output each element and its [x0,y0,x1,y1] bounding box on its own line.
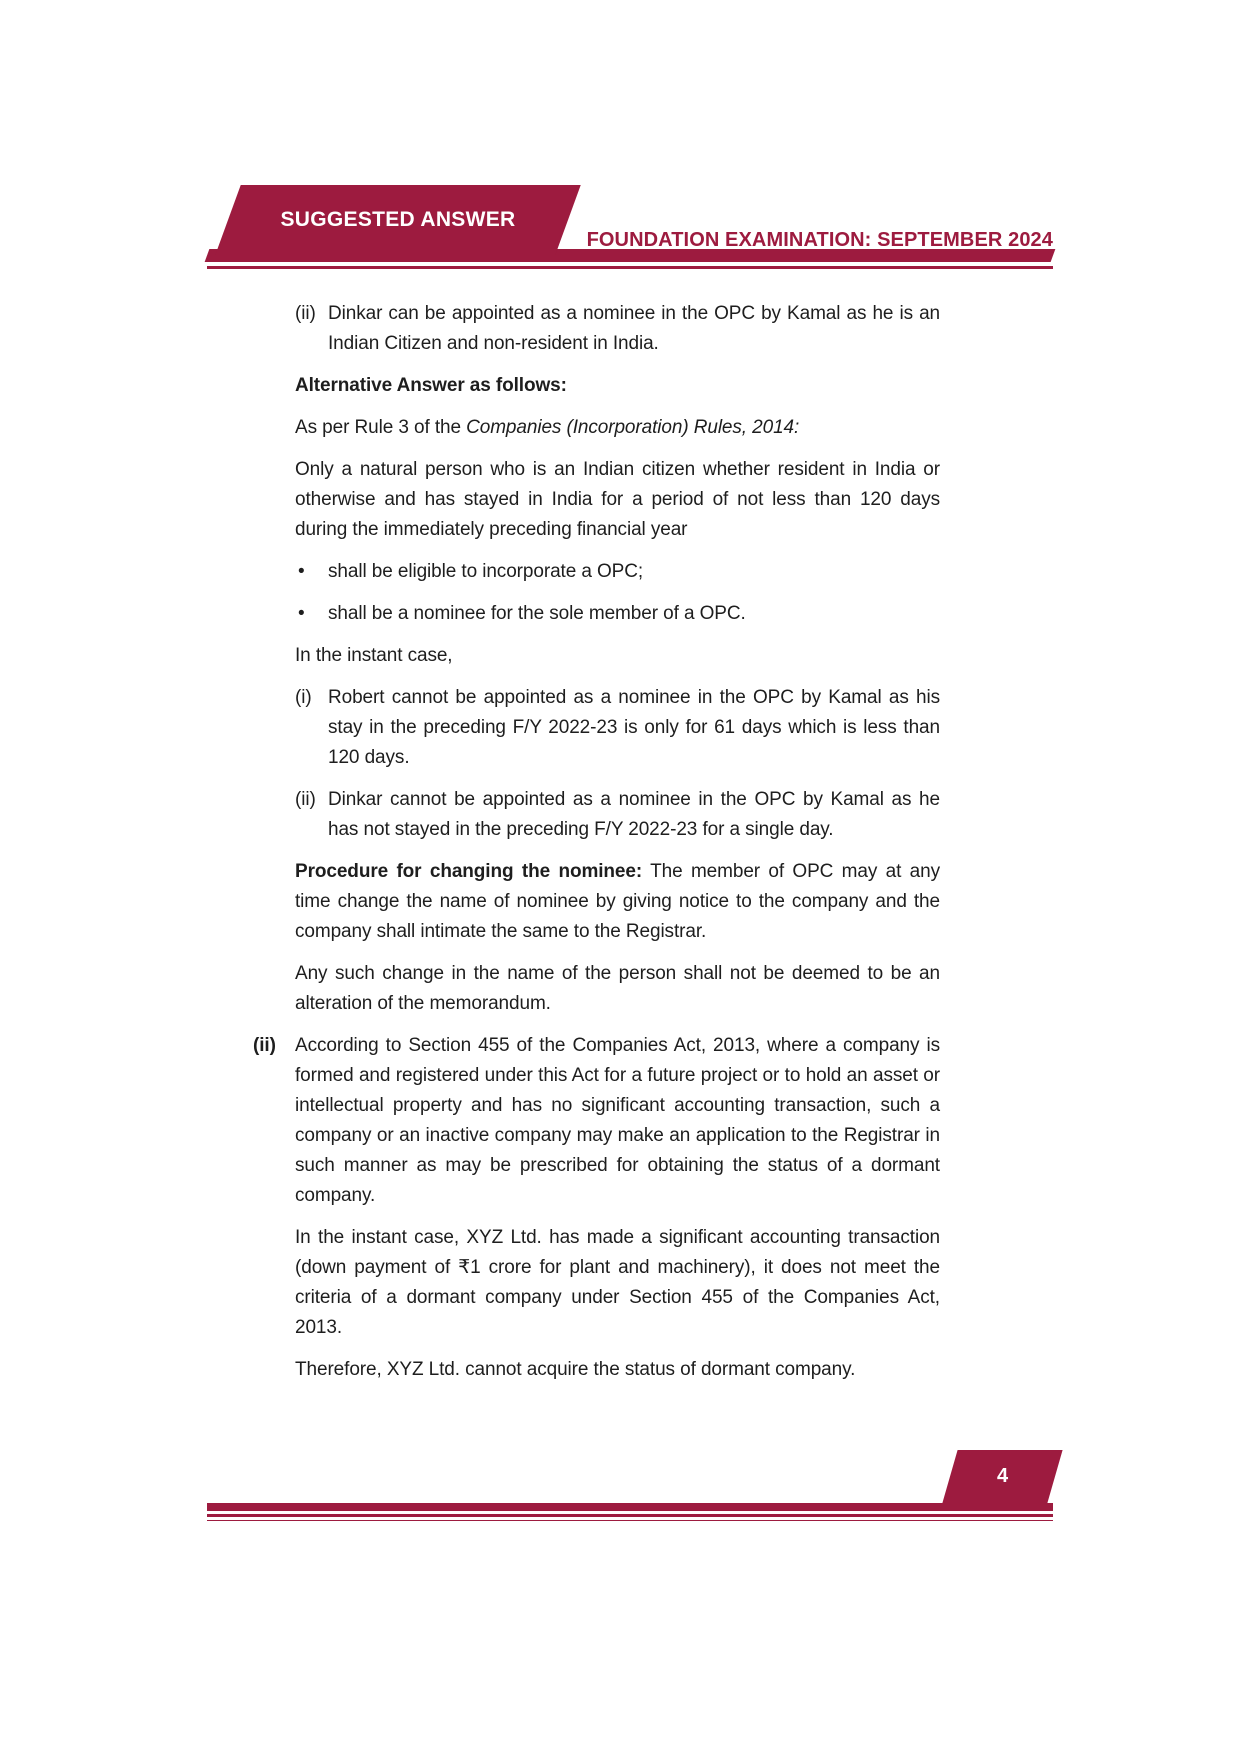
answer-body [253,299,940,1397]
procedure-paragraph [295,857,940,947]
rule3-citation: Companies (Incorporation) Rules, 2014: [466,417,800,438]
list-item-text: Dinkar cannot be appointed as a nominee in the OPC by Kamal as he has not stayed in the preceding F/Y 2022-23 for a single day. [328,789,940,840]
suggested-answer-banner [228,185,568,255]
list-item-text: Dinkar can be appointed as a nominee in the OPC by Kamal as he is an Indian Citizen and non-resident in India. [328,303,940,354]
bullet-item-incorporate [295,557,940,587]
conclusion-paragraph: Therefore, XYZ Ltd. cannot acquire the status of dormant company. [295,1359,856,1380]
page-number-badge [950,1450,1055,1503]
list-marker: (i) [295,687,312,708]
list-item-dinkar-appointed [295,299,940,359]
header-rule [207,266,1053,269]
alternative-answer-heading: Alternative Answer as follows: [295,375,567,396]
bullet-item-nominee [295,599,940,629]
rule3-paragraph [295,413,940,443]
list-marker: (ii) [295,789,316,810]
list-item-dinkar-not-appointed [295,785,940,845]
xyz-paragraph: In the instant case, XYZ Ltd. has made a significant accounting transaction (down payment of ₹1 crore for plant and machinery), it does not meet the criteria of a dormant company under Section 455 of the Companies Act, 2013. [295,1227,940,1338]
procedure-lead: Procedure for changing the nominee: [295,861,643,882]
list-item-text: According to Section 455 of the Companies Act, 2013, where a company is formed and registered under this Act for a future project or to hold an asset or intellectual property and has no significant accounting transaction, such a company or an inactive company may make an application to the Registrar in such manner as may be prescribed for obtaining the status of a dormant company. [295,1035,940,1206]
footer-maroon-bar [207,1503,1053,1511]
list-item-text: Robert cannot be appointed as a nominee in the OPC by Kamal as his stay in the preceding F/Y 2022-23 is only for 61 days which is less than 120 days. [328,687,940,768]
bullet-text: shall be a nominee for the sole member of a OPC. [328,603,746,624]
list-item-section-455 [253,1031,940,1211]
bullet-text: shall be eligible to incorporate a OPC; [328,561,644,582]
list-item-robert [295,683,940,773]
list-marker: (ii) [295,303,316,324]
bullet-icon: • [298,561,305,582]
footer-rule-thick [207,1514,1053,1517]
page-number: 4 [996,1465,1009,1487]
instant-case-intro: In the instant case, [295,645,453,666]
footer-rule-thin [207,1520,1053,1521]
rule3-prefix: As per Rule 3 of the [295,417,467,438]
natural-person-paragraph: Only a natural person who is an Indian citizen whether resident in India or otherwise and has stayed in India for a period of not less than 120 days during the immediately preceding financial year [295,459,940,540]
banner-label: SUGGESTED ANSWER [280,208,516,231]
list-marker: (ii) [253,1035,276,1056]
procedure-text: The member of OPC may at any time change the name of nominee by giving notice to the company and the company shall intimate the same to the Registrar. [295,861,940,942]
exam-title: FOUNDATION EXAMINATION: SEPTEMBER 2024 [586,229,1053,251]
bullet-icon: • [298,603,305,624]
alteration-paragraph: Any such change in the name of the person shall not be deemed to be an alteration of the memorandum. [295,963,940,1014]
